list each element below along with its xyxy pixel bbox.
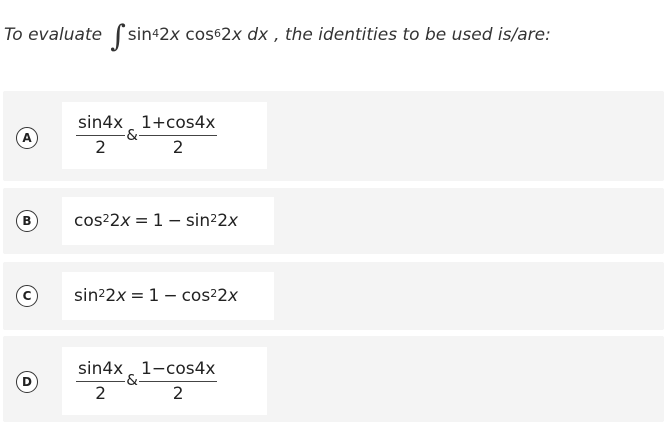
option-d-content [62,347,267,415]
fraction-numerator: sin4x [78,358,124,379]
fraction-numerator: 1+cos4x [140,113,216,133]
eq-lhs-var: x [116,286,127,306]
eq-one: 1 [148,286,160,306]
option-d-fraction-2 [139,359,218,404]
fraction-denominator: 2 [95,383,107,404]
expr-sin: sin [127,25,153,45]
option-d-badge: D [16,371,38,393]
eq-rhs-power: 2 [210,286,218,300]
option-b[interactable] [3,188,664,254]
eq-rhs-func: sin [185,211,211,231]
fraction-denominator: 2 [172,138,184,158]
expr-cos-arg: 2 [220,25,232,45]
integral-symbol: ∫ [110,18,126,54]
fraction-numerator: sin4x [78,113,124,133]
eq-rhs-var: x [228,286,239,306]
option-a-fraction-1 [76,113,125,158]
eq-rhs-power: 2 [210,211,218,225]
fraction-denominator: 2 [95,138,107,158]
option-a-badge: A [16,127,38,149]
eq-minus: − [167,211,182,231]
eq-rhs-arg: 2 [217,211,229,231]
eq-one: 1 [152,211,164,231]
option-d[interactable] [3,336,664,422]
eq-lhs-arg: 2 [105,286,117,306]
option-c-badge: C [16,285,38,307]
expr-sin-var: x [169,25,180,45]
option-c-content [62,272,274,320]
expr-cos-var: x [231,25,242,45]
eq-rhs-arg: 2 [217,286,229,306]
expr-sin-arg: 2 [159,25,170,45]
fraction-denominator: 2 [172,383,184,404]
integrand-expression [128,25,268,45]
eq-lhs-var: x [120,211,131,231]
expr-cos: cos [179,25,214,45]
eq-lhs-power: 2 [98,286,106,300]
option-a[interactable] [3,91,664,181]
eq-minus: − [163,286,178,306]
eq-lhs-func: sin [74,286,99,306]
eq-equals: = [130,286,145,306]
option-d-fraction-1 [76,359,125,404]
fraction-numerator: 1−cos4x [140,358,216,379]
eq-lhs-arg: 2 [109,211,121,231]
eq-rhs-func: cos [181,286,211,306]
option-b-content [62,197,274,245]
question-prefix: To evaluate [4,25,103,45]
question-suffix: , the identities to be used is/are: [274,25,551,45]
eq-equals: = [134,211,149,231]
expr-sin-power: 4 [152,27,160,40]
option-a-ampersand: & [126,125,138,144]
option-a-fraction-2 [139,113,218,158]
option-b-badge: B [16,210,38,232]
expr-dx: dx [241,25,269,45]
question-text [4,18,664,52]
eq-lhs-power: 2 [102,211,110,225]
option-a-content [62,102,267,169]
option-c[interactable] [3,262,664,330]
eq-lhs-func: cos [74,211,103,231]
eq-rhs-var: x [228,211,239,231]
expr-cos-power: 6 [213,27,221,40]
option-d-ampersand: & [126,371,138,389]
